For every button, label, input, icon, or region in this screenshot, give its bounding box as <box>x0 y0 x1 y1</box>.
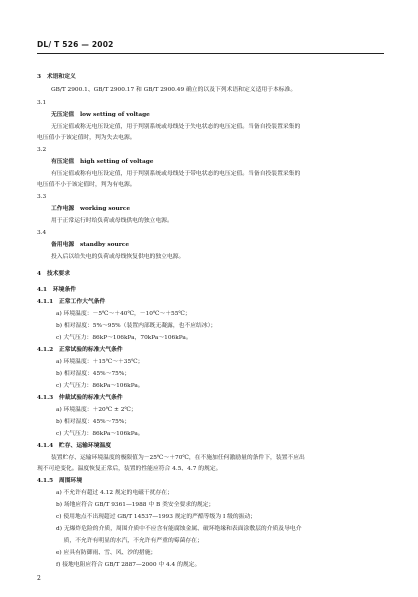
text-line: 电压值小于该定值时，判为失去电源。 <box>37 135 136 141</box>
text-line: b) 相对湿度：45%～75%； <box>56 371 131 377</box>
text-line: a) 不允许有超过 4.12 规定的电磁干扰存在； <box>56 490 173 496</box>
text-line: 备用电源 standby source <box>51 242 130 248</box>
text-line: 电压值不小于该定值时，判为有电源。 <box>37 182 136 188</box>
text-line: 4.1.5 周围环境 <box>37 478 83 484</box>
text-line: f) 接地电阻应符合 GB/T 2887—2000 中 4.4 的规定。 <box>56 562 201 568</box>
text-line: 3.2 <box>37 147 47 153</box>
text-line: 4 技术要求 <box>37 271 71 277</box>
text-line: 现不可逆变化。温度恢复正常后，装置的性能应符合 4.5、4.7 的规定。 <box>37 466 222 472</box>
text-line: c) 使用地点不出现超过 GB/T 14537—1993 规定的严酷等级为 I 级的振动； <box>56 514 257 520</box>
text-line: 无压定值 low setting of voltage <box>51 112 150 118</box>
text-line: 3.4 <box>37 230 47 236</box>
text-line: 用于正常运行时给负荷或母线供电的独立电源。 <box>51 218 173 224</box>
text-line: 投入后以给失电的负荷或母线恢复供电的独立电源。 <box>51 254 185 260</box>
text-line: b) 相对湿度：45%～75%； <box>56 419 131 425</box>
text-line: 质，不允许有明显的水汽，不允许有严重的霉菌存在； <box>56 538 203 544</box>
text-line: GB/T 2900.1、GB/T 2900.17 和 GB/T 2900.49 确立的以及下列术语和定义适用于本标准。 <box>51 87 297 93</box>
text-line: a) 环境温度：＋15℃～＋35℃； <box>56 359 144 365</box>
text-line: 3.3 <box>37 194 47 200</box>
text-line: c) 大气压力：86kP～106kPa，70kPa～106kPa。 <box>56 335 192 341</box>
text-line: a) 环境温度：－5℃～＋40℃，－10℃～＋55℃； <box>56 311 191 317</box>
text-line: b) 场地应符合 GB/T 9361—1988 中 B 类安全要求的规定； <box>56 502 215 508</box>
text-line: a) 环境温度：＋20℃ ± 2℃； <box>56 407 137 413</box>
header-rule <box>37 53 384 54</box>
text-line: 有压定值 high setting of voltage <box>51 159 154 165</box>
text-line: 4.1.1 正常工作大气条件 <box>37 299 106 305</box>
text-line: e) 应具有防御雨、雪、风、沙的措施； <box>56 550 157 556</box>
text-line: 装置贮存、运输环境温度的极限值为－25℃～＋70℃，在不施加任何激励量的条件下，装置不应出 <box>51 455 305 461</box>
text-line: b) 相对湿度：5%～95%（装置内部既无凝露，也不应结冰）； <box>56 323 217 329</box>
text-line: 无压定值或称无电压设定值，用于判别系统或母线处于失电状态的电压定值。当备自投装置采集的 <box>51 124 301 130</box>
text-line: 工作电源 working source <box>51 206 131 212</box>
text-line: 3 术语和定义 <box>37 74 76 80</box>
text-line: 4.1.3 仲裁试验的标准大气条件 <box>37 395 123 401</box>
text-line: 有压定值或称有电压设定值，用于判别系统或母线处于带电状态的电压定值。当备自投装置采集的 <box>51 171 301 177</box>
text-line: 4.1.2 正常试验的标准大气条件 <box>37 347 123 353</box>
text-line: 4.1.4 贮存、运输环境温度 <box>37 443 112 449</box>
standard-code-header: DL/ T 526 — 2002 <box>37 40 114 49</box>
text-line: 4.1 环境条件 <box>37 287 77 293</box>
text-line: c) 大气压力：86kPa～106kPa。 <box>56 431 144 437</box>
text-line: c) 大气压力：86kPa～106kPa。 <box>56 383 144 389</box>
text-line: d) 无爆炸危险的介质，周围介质中不应含有能腐蚀金属、破坏绝缘和表面涂敷层的介质及导电介 <box>56 526 302 532</box>
text-line: 3.1 <box>37 100 47 106</box>
page-number: 2 <box>37 575 41 582</box>
